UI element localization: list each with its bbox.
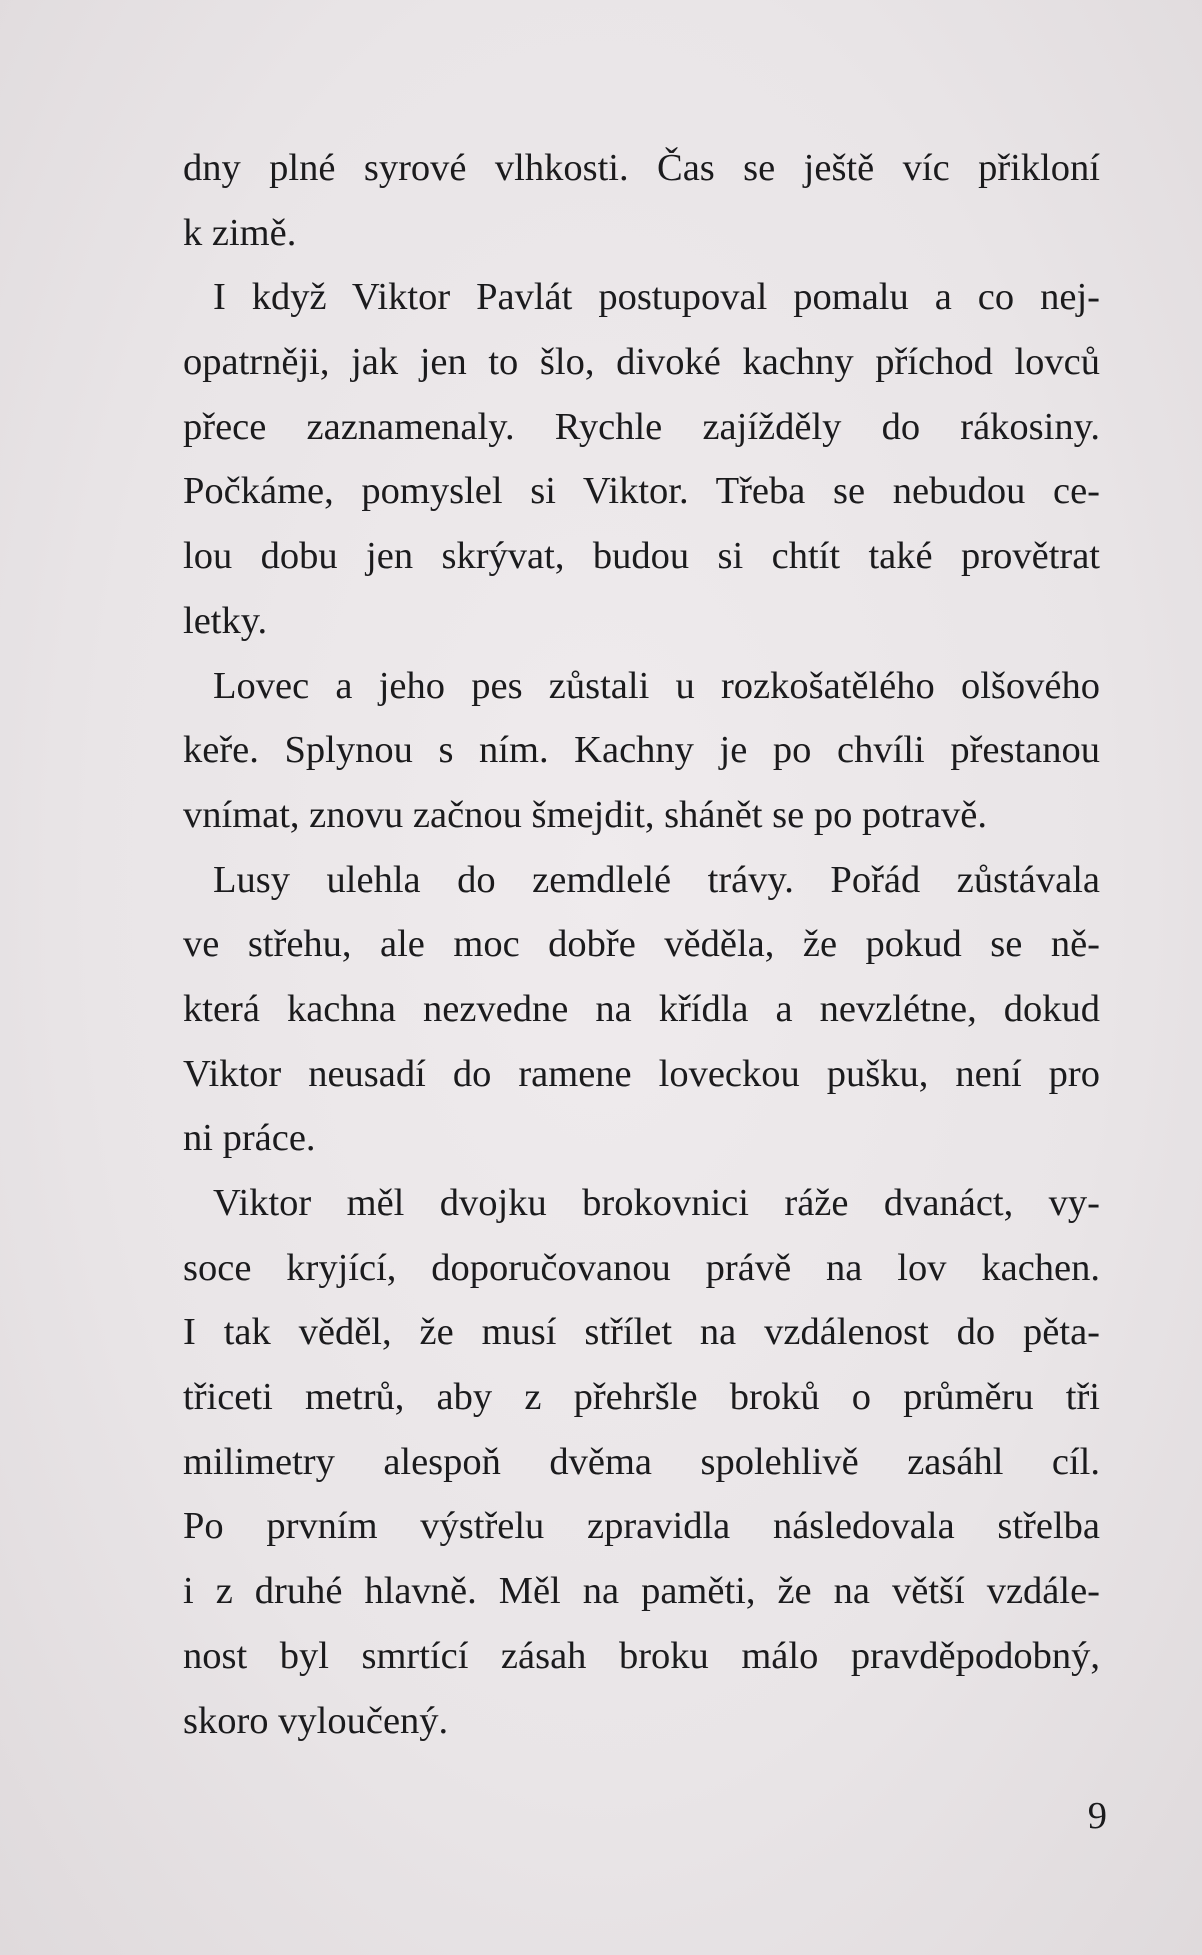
text-line: Lovec a jeho pes zůstali u rozkošatělého olšového xyxy=(213,664,1100,707)
text-line: ni práce. xyxy=(183,1117,316,1160)
text-line: soce kryjící, doporučovanou právě na lov kachen. xyxy=(183,1246,1100,1289)
text-line: dny plné syrové vlhkosti. Čas se ještě víc přikloní xyxy=(183,147,1100,189)
text-line: milimetry alespoň dvěma spolehlivě zasáhl cíl. xyxy=(183,1440,1100,1483)
text-line: letky. xyxy=(183,599,268,642)
text-line: I když Viktor Pavlát postupoval pomalu a co nej- xyxy=(213,276,1100,319)
page-number: 9 xyxy=(1087,1795,1107,1837)
page-body-text xyxy=(183,136,1100,1753)
text-line: vnímat, znovu začnou šmejdit, shánět se po potravě. xyxy=(183,793,988,836)
text-line: přece zaznamenaly. Rychle zajížděly do rákosiny. xyxy=(183,405,1100,448)
text-line: nost byl smrtící zásah broku málo pravděpodobný, xyxy=(183,1634,1100,1677)
text-line: keře. Splynou s ním. Kachny je po chvíli přestanou xyxy=(183,729,1100,772)
text-line: i z druhé hlavně. Měl na paměti, že na větší vzdále- xyxy=(183,1570,1100,1613)
text-line: která kachna nezvedne na křídla a nevzlétne, dokud xyxy=(183,987,1100,1030)
text-line: Viktor neusadí do ramene loveckou pušku, není pro xyxy=(183,1052,1100,1095)
text-line: skoro vyloučený. xyxy=(183,1699,449,1742)
text-line: Po prvním výstřelu zpravidla následovala střelba xyxy=(183,1505,1100,1548)
text-line: k zimě. xyxy=(183,211,297,254)
text-line: Viktor měl dvojku brokovnici ráže dvanáct, vy- xyxy=(213,1182,1100,1224)
text-line: I tak věděl, že musí střílet na vzdálenost do pěta- xyxy=(183,1311,1100,1354)
text-line: Počkáme, pomyslel si Viktor. Třeba se nebudou ce- xyxy=(183,470,1100,513)
text-line: ve střehu, ale moc dobře věděla, že pokud se ně- xyxy=(183,923,1100,966)
text-line: opatrněji, jak jen to šlo, divoké kachny příchod lovců xyxy=(183,341,1100,384)
text-line: třiceti metrů, aby z přehršle broků o průměru tři xyxy=(183,1376,1100,1419)
text-line: lou dobu jen skrývat, budou si chtít také provětrat xyxy=(183,535,1100,578)
text-line: Lusy ulehla do zemdlelé trávy. Pořád zůstávala xyxy=(213,858,1100,901)
